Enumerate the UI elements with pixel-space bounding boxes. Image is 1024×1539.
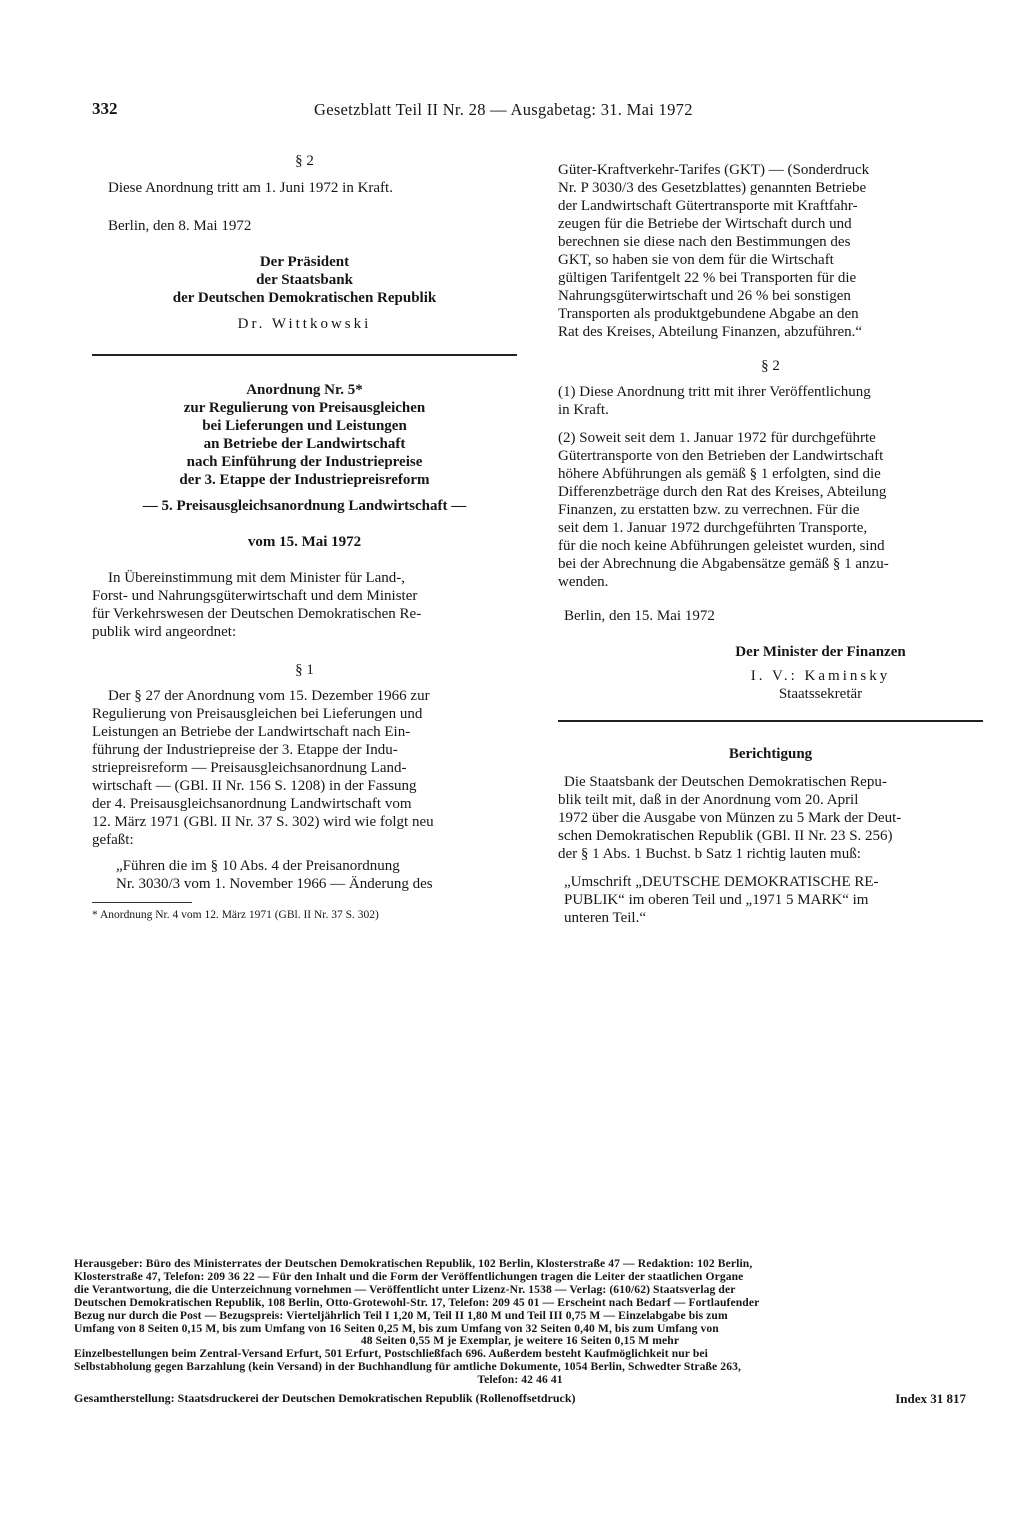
paragraph-2-line: höhere Abführungen als gemäß § 1 erfolgten, sind die: [558, 466, 881, 482]
continuation-line: Güter-Kraftverkehr-Tarifes (GKT) — (Sonderdruck: [558, 162, 870, 178]
section-1-heading: § 1: [295, 662, 314, 678]
imprint-line: Deutschen Demokratischen Republik, 108 Berlin, Otto-Grotewohl-Str. 17, Telefon: 209 45 01 — Erscheint nach Bedarf — Fortlaufender: [74, 1295, 760, 1309]
paragraph-2-line: wenden.: [558, 574, 609, 590]
imprint-line: Umfang von 8 Seiten 0,15 M, bis zum Umfang von 16 Seiten 0,25 M, bis zum Umfang von 32 Seiten 0,40 M, bis zum Umfang von: [74, 1321, 719, 1335]
continuation-line: gültigen Tarifentgelt 22 % bei Transporten für die: [558, 270, 857, 286]
ordinance-title-line: der 3. Etappe der Industriepreisreform: [179, 472, 430, 488]
section-divider: [558, 720, 983, 722]
section-1-line: gefaßt:: [92, 832, 134, 848]
continuation-line: Rat des Kreises, Abteilung Finanzen, abzuführen.“: [558, 324, 863, 340]
place-date: Berlin, den 8. Mai 1972: [108, 218, 252, 234]
ordinance-subtitle: — 5. Preisausgleichsanordnung Landwirtschaft —: [142, 498, 467, 514]
signatory-title-3: der Deutschen Demokratischen Republik: [172, 290, 437, 306]
place-date: Berlin, den 15. Mai 1972: [564, 608, 715, 624]
section-2-heading: § 2: [761, 358, 780, 374]
imprint-line: Klosterstraße 47, Telefon: 209 36 22 — Für den Inhalt und die Form der Veröffentlichungen tragen die Leiter der staatlichen Organe: [74, 1269, 744, 1283]
intro-line: für Verkehrswesen der Deutschen Demokratischen Re-: [92, 606, 422, 622]
paragraph-2-line: seit dem 1. Januar 1972 durchgeführten Transporte,: [558, 520, 868, 536]
footnote: * Anordnung Nr. 4 vom 12. März 1971 (GBl. II Nr. 37 S. 302): [92, 909, 379, 921]
signatory-title-1: Der Präsident: [259, 254, 350, 270]
continuation-line: Nr. P 3030/3 des Gesetzblattes) genannten Betriebe: [558, 180, 867, 196]
signatory-title-2: der Staatsbank: [256, 272, 353, 288]
correction-heading: Berichtigung: [728, 746, 813, 762]
correction-quote-line: PUBLIK“ im oberen Teil und „1971 5 MARK“ im: [564, 892, 869, 908]
paragraph-2-line: bei der Abrechnung die Abgabensätze gemäß § 1 anzu-: [558, 556, 889, 572]
paragraph-2-line: für die noch keine Abführungen geleistet wurden, sind: [558, 538, 885, 554]
paragraph-2-line: Gütertransporte von den Betrieben der Landwirtschaft: [558, 448, 884, 464]
section-1-line: führung der Industriepreise der 3. Etappe der Indu-: [92, 742, 398, 758]
section-1-line: Leistungen an Betriebe der Landwirtschaft nach Ein-: [92, 724, 411, 740]
paragraph-1-line: (1) Diese Anordnung tritt mit ihrer Veröffentlichung: [558, 384, 871, 400]
imprint-line: Bezug nur durch die Post — Bezugspreis: Vierteljährlich Teil I 1,20 M, Teil II 1,80 M und Teil III 0,75 M — Einzelabgabe bis zum: [74, 1308, 728, 1322]
correction-line: blik teilt mit, daß in der Anordnung vom 20. April: [558, 792, 859, 808]
imprint-line: 48 Seiten 0,55 M je Exemplar, je weitere 16 Seiten 0,15 M mehr: [360, 1334, 680, 1348]
paragraph-2-line: (2) Soweit seit dem 1. Januar 1972 für durchgeführte: [558, 430, 876, 446]
imprint-line: Herausgeber: Büro des Ministerrates der Deutschen Demokratischen Republik, 102 Berlin, Klosterstraße 47 — Redaktion: 102 Berlin,: [74, 1257, 753, 1270]
continuation-line: zeugen für die Betriebe der Wirtschaft durch und: [558, 216, 852, 232]
imprint-line: Einzelbestellungen beim Zentral-Versand Erfurt, 501 Erfurt, Postschließfach 696. Außerdem besteht Kaufmöglichkeit nur bei: [74, 1347, 708, 1361]
section-1-line: 12. März 1971 (GBl. II Nr. 37 S. 302) wird wie folgt neu: [92, 814, 434, 830]
ordinance-title-line: bei Lieferungen und Leistungen: [202, 418, 407, 434]
printer-info: Gesamtherstellung: Staatsdruckerei der Deutschen Demokratischen Republik (Rollenoffsetdruck): [74, 1391, 576, 1405]
paragraph-2-line: Finanzen, zu erstatten bzw. zu verrechnen. Für die: [558, 502, 860, 518]
correction-line: schen Demokratischen Republik (GBl. II Nr. 23 S. 256): [558, 828, 893, 844]
section-1-line: Der § 27 der Anordnung vom 15. Dezember 1966 zur: [108, 688, 430, 704]
footnote-divider: [92, 902, 192, 903]
signatory-name: I. V.: Kaminsky: [750, 668, 891, 684]
intro-line: Forst- und Nahrungsgüterwirtschaft und dem Minister: [92, 588, 418, 604]
index-number: Index 31 817: [895, 1391, 966, 1406]
correction-line: der § 1 Abs. 1 Buchst. b Satz 1 richtig lauten muß:: [558, 846, 861, 862]
paragraph-1-line: in Kraft.: [558, 402, 609, 418]
section-2-heading: § 2: [295, 153, 314, 169]
section-1-line: wirtschaft — (GBl. II Nr. 156 S. 1208) in der Fassung: [92, 778, 417, 794]
section-1-line: striepreisreform — Preisausgleichsanordnung Land-: [92, 760, 407, 776]
quote-line: Nr. 3030/3 vom 1. November 1966 — Änderung des: [116, 876, 433, 892]
ordinance-date: vom 15. Mai 1972: [247, 534, 362, 550]
ordinance-title-line: an Betriebe der Landwirtschaft: [203, 436, 406, 452]
continuation-line: Transporten als produktgebundene Abgabe an den: [558, 306, 859, 322]
section-divider: [92, 354, 517, 356]
continuation-line: GKT, so haben sie von dem für die Wirtschaft: [558, 252, 834, 268]
imprint: [74, 1258, 966, 1387]
correction-line: Die Staatsbank der Deutschen Demokratischen Repu-: [564, 774, 887, 790]
signatory-rank: Staatssekretär: [778, 686, 863, 702]
header-title: Gesetzblatt Teil II Nr. 28 — Ausgabetag: 31. Mai 1972: [314, 100, 693, 119]
continuation-line: der Landwirtschaft Gütertransporte mit Kraftfahr-: [558, 198, 858, 214]
correction-line: 1972 über die Ausgabe von Münzen zu 5 Mark der Deut-: [558, 810, 902, 826]
intro-line: In Übereinstimmung mit dem Minister für Land-,: [108, 570, 406, 586]
paragraph-2-line: Differenzbeträge durch den Rat des Kreises, Abteilung: [558, 484, 887, 500]
printer-line: [74, 1390, 966, 1408]
signatory-title: Der Minister der Finanzen: [735, 644, 906, 660]
intro-line: publik wird angeordnet:: [92, 624, 237, 640]
ordinance-title-line: zur Regulierung von Preisausgleichen: [183, 400, 426, 416]
quote-line: „Führen die im § 10 Abs. 4 der Preisanordnung: [116, 858, 400, 874]
correction-quote-line: „Umschrift „DEUTSCHE DEMOKRATISCHE RE-: [564, 874, 879, 890]
section-1-line: der 4. Preisausgleichsanordnung Landwirtschaft vom: [92, 796, 412, 812]
imprint-line: die Verantwortung, die die Unterzeichnung vornehmen — Veröffentlicht unter Lizenz-Nr. 1538 — Verlag: (610/62) Staatsverlag der: [74, 1282, 736, 1296]
section-1-line: Regulierung von Preisausgleichen bei Lieferungen und: [92, 706, 423, 722]
continuation-line: Nahrungsgüterwirtschaft und 26 % bei sonstigen: [558, 288, 851, 304]
page-number: 332: [92, 99, 118, 118]
correction-quote-line: unteren Teil.“: [564, 910, 646, 926]
page-header: [92, 100, 972, 124]
ordinance-title-line: Anordnung Nr. 5*: [246, 382, 363, 398]
section-2-text: Diese Anordnung tritt am 1. Juni 1972 in Kraft.: [108, 180, 393, 196]
ordinance-title-line: nach Einführung der Industriepreise: [186, 454, 423, 470]
continuation-line: berechnen sie diese nach den Bestimmungen des: [558, 234, 851, 250]
signatory-name: Dr. Wittkowski: [237, 316, 372, 332]
imprint-line: Telefon: 42 46 41: [477, 1373, 563, 1387]
imprint-line: Selbstabholung gegen Barzahlung (kein Versand) in der Buchhandlung für amtliche Dokumente, 1054 Berlin, Schwedter Straße 263,: [74, 1360, 741, 1374]
